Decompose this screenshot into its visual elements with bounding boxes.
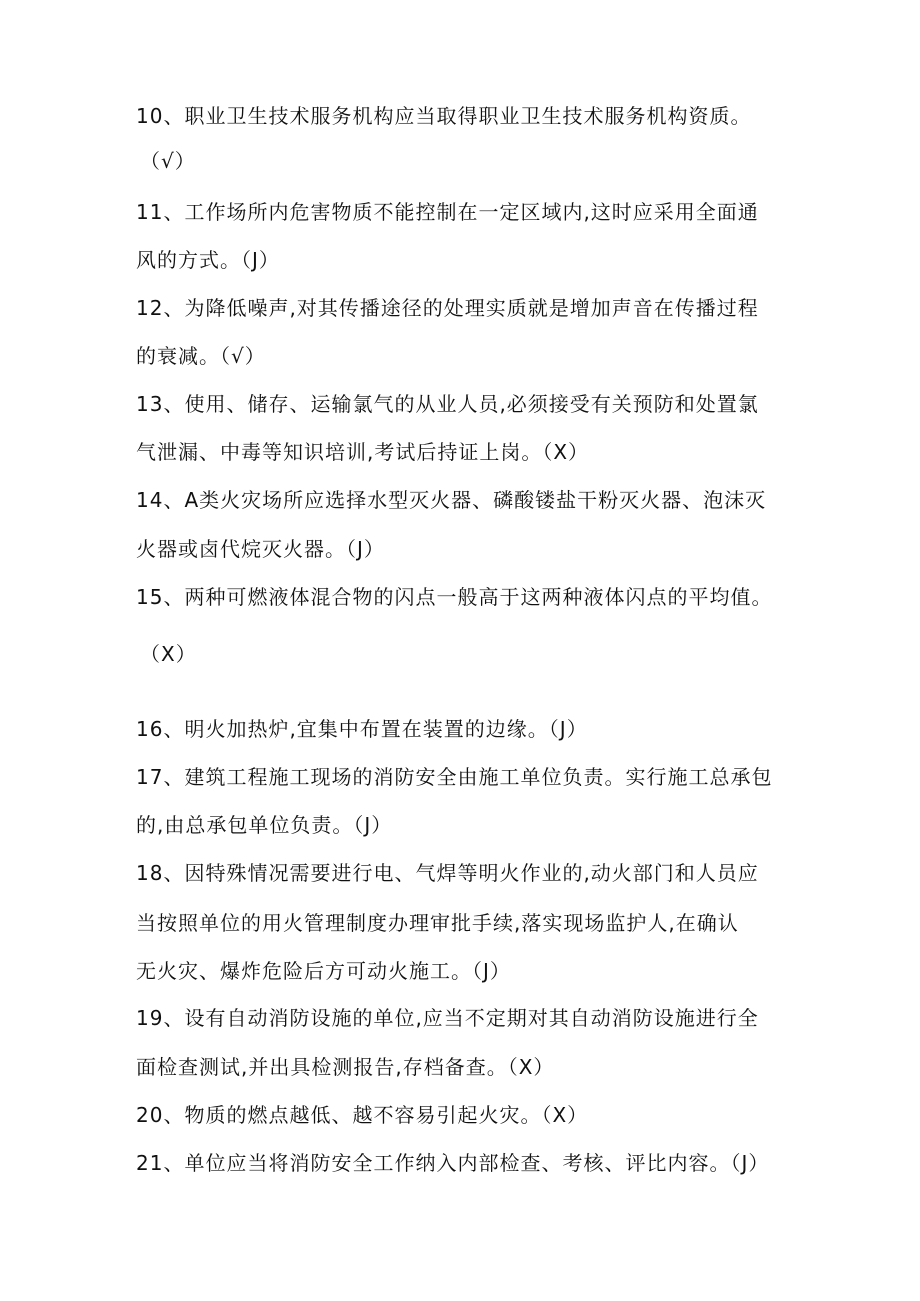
question-18-line-1: 18、因特殊情况需要进行电、气焊等明火作业的,动火部门和人员应 [136, 861, 759, 885]
question-13-line-2: 气泄漏、中毒等知识培训,考试后持证上岗。（X） [136, 440, 590, 464]
question-11-line-2: 风的方式。（J） [136, 248, 280, 272]
question-20-line-1: 20、物质的燃点越低、越不容易引起火灾。（X） [136, 1103, 589, 1127]
question-12-line-1: 12、为降低噪声,对其传播途径的处理实质就是增加声音在传播过程 [136, 296, 759, 320]
question-21-line-1: 21、单位应当将消防安全工作纳入内部检查、考核、评比内容。（J） [136, 1151, 770, 1175]
question-18-line-2: 当按照单位的用火管理制度办理审批手续,落实现场监护人,在确认 [136, 911, 739, 935]
question-14-line-2: 火器或卤代烷灭火器。（J） [136, 537, 385, 561]
question-16-line-1: 16、明火加热炉,宜集中布置在装置的边缘。（J） [136, 717, 588, 741]
question-13-line-1: 13、使用、储存、运输氯气的从业人员,必须接受有关预防和处置氯 [136, 392, 759, 416]
question-10-line-1: 10、职业卫生技术服务机构应当取得职业卫生技术服务机构资质。 [136, 104, 752, 128]
question-15-line-1: 15、两种可燃液体混合物的闪点一般高于这两种液体闪点的平均值。 [136, 585, 773, 609]
question-19-line-1: 19、设有自动消防设施的单位,应当不定期对其自动消防设施进行全 [136, 1006, 759, 1030]
question-17-line-1: 17、建筑工程施工现场的消防安全由施工单位负责。实行施工总承包 [136, 765, 773, 789]
question-18-line-3: 无火灾、爆炸危险后方可动火施工。（J） [136, 959, 511, 983]
question-10-answer: （√） [140, 149, 196, 173]
question-19-line-2: 面检查测试,并出具检测报告,存档备查。（X） [136, 1055, 555, 1079]
question-14-line-1: 14、A类火灾场所应选择水型灭火器、磷酸镂盐干粉灭火器、泡沫灭 [136, 488, 767, 512]
question-17-line-2: 的,由总承包单位负责。（J） [136, 813, 393, 837]
question-11-line-1: 11、工作场所内危害物质不能控制在一定区域内,这时应采用全面通 [136, 200, 759, 224]
question-15-answer: （X） [140, 642, 197, 666]
question-12-line-2: 的衰减。（√） [136, 344, 266, 368]
